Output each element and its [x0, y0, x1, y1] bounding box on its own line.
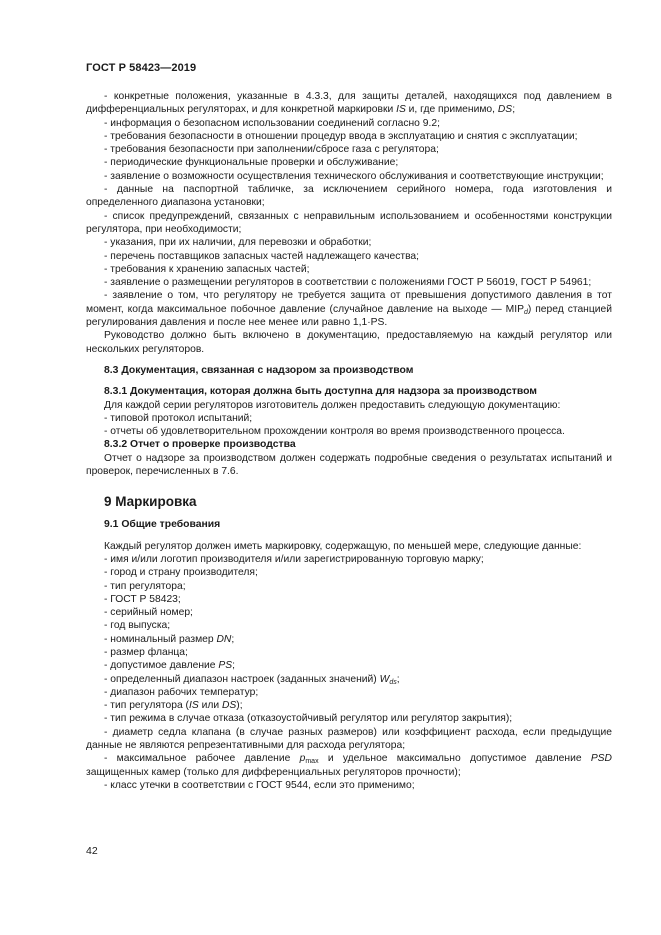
list-item-mip: - заявление о том, что регулятору не требуется защита от превышения допустимого давления в тот момент, когда максимальное побочное давление (случайное давление на выходе — $MIP_d$) перед станцией регулирования давления и после нее менее или равно 1,1·PS.: [86, 290, 612, 329]
list-item: - заявление о возможности осуществления технического обслуживания и соответствующие инструкции;: [104, 170, 604, 182]
list-item: - тип регулятора;: [104, 580, 186, 592]
paragraph-8-3-2: Отчет о надзоре за производством должен содержать подробные сведения о результатах испытаний и проверок, перечисленных в 7.6.: [86, 452, 612, 478]
standard-header: ГОСТ Р 58423—2019: [86, 62, 197, 74]
list-item: - периодические функциональные проверки и обслуживание;: [104, 157, 399, 169]
list-item-wds: - определенный диапазон настроек (заданных значений) $W_{ds}$;: [104, 673, 400, 686]
list-item: - тип режима в случае отказа (отказоустойчивый регулятор или регулятор закрытия);: [104, 713, 513, 725]
list-item: - серийный номер;: [104, 607, 193, 619]
list-item: - диаметр седла клапана (в случае разных размеров) или коэффициент расхода, если предыдущие данные не являются репрезентативными для расхода регулятора;: [86, 726, 612, 752]
list-item: - допустимое давление PS;: [104, 660, 235, 672]
list-item: - город и страну производителя;: [104, 567, 258, 579]
section-heading-8-3-1: 8.3.1 Документация, которая должна быть доступна для надзора за производством: [104, 386, 537, 398]
list-item: - требования безопасности в отношении процедур ввода в эксплуатацию и снятия с эксплуатации;: [104, 130, 578, 142]
list-item: - типовой протокол испытаний;: [104, 412, 253, 424]
list-item: - тип регулятора (IS или DS);: [104, 700, 243, 712]
section-heading-9: 9 Маркировка: [104, 494, 197, 510]
list-item: - список предупреждений, связанных с неправильным использованием и особенностями конструкции регулятора, при необходимости;: [86, 210, 612, 235]
list-item: - номинальный размер DN;: [104, 633, 235, 645]
list-item: - конкретные положения, указанные в 4.3.3, для защиты деталей, находящихся под давлением в дифференциальных регуляторах, и для конкретной маркировки IS и, где применимо, DS;: [86, 91, 612, 116]
section-heading-8-3: 8.3 Документация, связанная с надзором за производством: [104, 364, 414, 376]
list-item-pmax: - максимальное рабочее давление $p_{max}$ и удельное максимально допустимое давление PSD защищенных камер (только для дифференциальных регуляторов прочности);: [86, 753, 612, 778]
list-item: - перечень поставщиков запасных частей надлежащего качества;: [104, 250, 420, 262]
list-item: - указания, при их наличии, для перевозки и обработки;: [104, 237, 372, 249]
list-item: - ГОСТ Р 58423;: [104, 593, 181, 605]
list-item: - имя и/или логотип производителя и/или зарегистрированную торговую марку;: [104, 553, 484, 565]
list-item: - данные на паспортной табличке, за исключением серийного номера, года изготовления и определенного диапазона установки;: [86, 184, 612, 209]
list-item: - требования к хранению запасных частей;: [104, 263, 310, 275]
list-item: - размер фланца;: [104, 646, 188, 658]
documentation-list: [86, 90, 612, 289]
list-item: - год выпуска;: [104, 620, 171, 632]
paragraph-9-1: Каждый регулятор должен иметь маркировку, содержащую, по меньшей мере, следующие данные:: [104, 540, 582, 552]
marking-list: [86, 553, 612, 673]
section-heading-8-3-2: 8.3.2 Отчет о проверке производства: [104, 439, 296, 451]
section-heading-9-1: 9.1 Общие требования: [104, 519, 221, 531]
marking-list-continued: [86, 686, 612, 752]
list-item: - отчеты об удовлетворительном прохождении контроля во время производственного процесса.: [104, 426, 565, 438]
list-item-leak-class: - класс утечки в соответствии с ГОСТ 9544, если это применимо;: [104, 779, 415, 791]
document-body: [86, 90, 612, 792]
manual-paragraph: Руководство должно быть включено в документацию, предоставляемую на каждый регулятор или нескольких регуляторов.: [86, 330, 612, 355]
page-number: 42: [86, 845, 98, 857]
list-item: - заявление о размещении регуляторов в соответствии с положениями ГОСТ Р 56019, ГОСТ Р 54961;: [104, 277, 592, 289]
list-item: - информация о безопасном использовании соединений согласно 9.2;: [104, 117, 440, 129]
list-item: - диапазон рабочих температур;: [104, 686, 259, 698]
list-item: - требования безопасности при заполнении/сбросе газа с регулятора;: [104, 144, 439, 156]
paragraph-8-3-1: Для каждой серии регуляторов изготовитель должен предоставить следующую документацию:: [104, 399, 561, 411]
